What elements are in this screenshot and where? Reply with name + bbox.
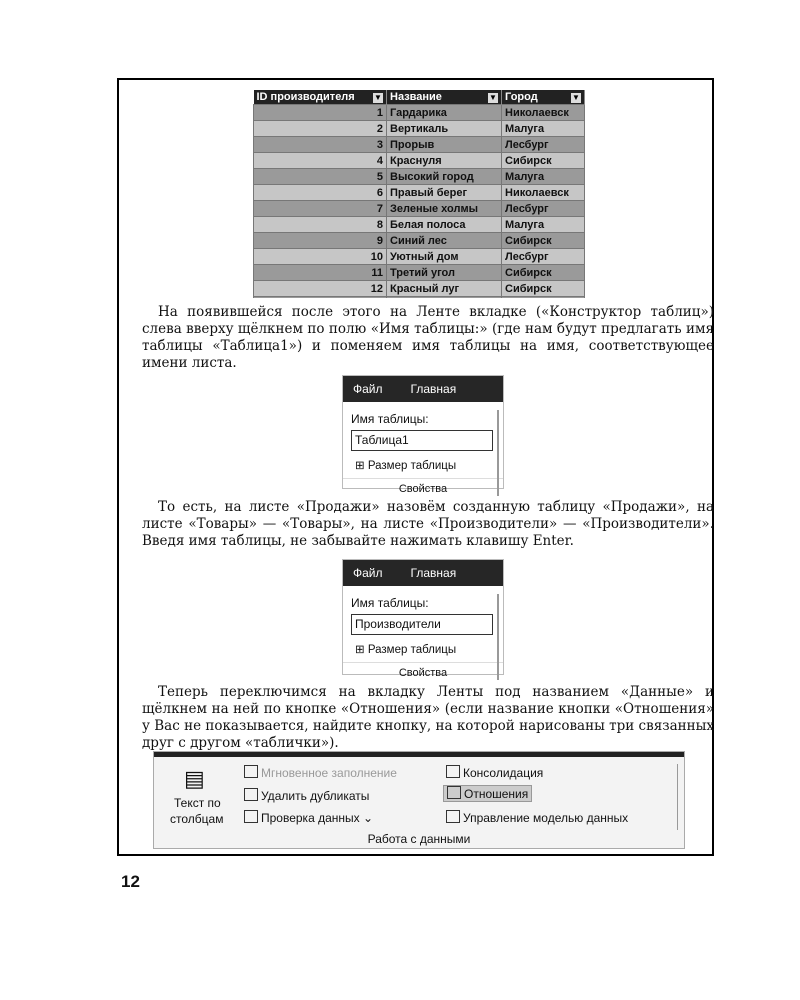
group-label: Работа с данными: [367, 832, 471, 846]
table-cell-id[interactable]: 11: [254, 265, 387, 281]
table-row[interactable]: [254, 297, 585, 299]
table-row[interactable]: [254, 185, 585, 201]
consolidate-button[interactable]: Консолидация: [446, 765, 543, 780]
table-row[interactable]: [254, 137, 585, 153]
ribbon-top-bar: [154, 752, 684, 757]
table-row[interactable]: [254, 265, 585, 281]
data-tools-ribbon: [153, 751, 685, 849]
resize-table-button[interactable]: ⊞ Размер таблицы: [355, 460, 457, 472]
table-cell-name[interactable]: Правый берег: [387, 185, 502, 201]
table-cell-name[interactable]: Краснуля: [387, 153, 502, 169]
tab-home[interactable]: Главная: [410, 566, 457, 580]
flash-fill-button[interactable]: Мгновенное заполнение: [244, 765, 397, 780]
table-cell-id[interactable]: 4: [254, 153, 387, 169]
table-cell-city[interactable]: [502, 297, 585, 299]
divider: [497, 594, 499, 680]
table-cell-name[interactable]: Вертикаль: [387, 121, 502, 137]
resize-table-button[interactable]: ⊞ Размер таблицы: [355, 644, 457, 656]
table-cell-id[interactable]: 3: [254, 137, 387, 153]
data-model-button[interactable]: Управление моделью данных: [446, 810, 628, 825]
table-cell-city[interactable]: Николаевск: [502, 185, 585, 201]
table-cell-id[interactable]: 6: [254, 185, 387, 201]
paragraph-1: На появившейся после этого на Ленте вкладке («Конструктор таблиц») слева вверху щёлкнем по полю «Имя таблицы:» (где нам будут предлагать имя таблицы «Таблица1») и поменяем имя таблицы на имя, соответствующее имени листа.: [142, 304, 714, 371]
table-cell-city[interactable]: Малуга: [502, 121, 585, 137]
resize-table-icon: ⊞: [355, 460, 365, 472]
table-row[interactable]: [254, 121, 585, 137]
table-cell-city[interactable]: Малуга: [502, 169, 585, 185]
text-to-columns-icon: ▤: [184, 766, 205, 791]
data-validation-icon: [244, 810, 258, 823]
table-cell-city[interactable]: Сибирск: [502, 281, 585, 297]
divider: [677, 764, 678, 830]
table-cell-id[interactable]: 9: [254, 233, 387, 249]
consolidate-icon: [446, 765, 460, 778]
table-cell-name[interactable]: Гардарика: [387, 105, 502, 121]
table-cell-city[interactable]: Николаевск: [502, 105, 585, 121]
table-row[interactable]: [254, 233, 585, 249]
tab-file[interactable]: Файл: [353, 566, 383, 580]
table-cell-id[interactable]: 8: [254, 217, 387, 233]
table-cell-id[interactable]: 1: [254, 105, 387, 121]
ribbon-tabs: [343, 376, 503, 402]
table-cell-city[interactable]: Лесбург: [502, 249, 585, 265]
chevron-down-icon[interactable]: ⌄: [362, 811, 374, 825]
manufacturers-table: [253, 90, 585, 298]
table-cell-name[interactable]: Зеленые холмы: [387, 201, 502, 217]
data-validation-button[interactable]: Проверка данных ⌄: [244, 810, 373, 825]
table-row[interactable]: [254, 201, 585, 217]
table-cell-name[interactable]: Третий угол: [387, 265, 502, 281]
divider: [497, 410, 499, 496]
flash-fill-icon: [244, 765, 258, 778]
filter-dropdown-icon[interactable]: ▼: [374, 93, 382, 102]
table-cell-id[interactable]: 5: [254, 169, 387, 185]
table-cell-city[interactable]: Сибирск: [502, 265, 585, 281]
table-cell-city[interactable]: Сибирск: [502, 233, 585, 249]
table-row[interactable]: [254, 281, 585, 297]
data-model-icon: [446, 810, 460, 823]
group-label: Свойства: [343, 478, 503, 499]
table-cell-name[interactable]: Синий лес: [387, 233, 502, 249]
table-cell-city[interactable]: Сибирск: [502, 153, 585, 169]
table-name-label: Имя таблицы:: [351, 412, 429, 426]
table-cell-name[interactable]: Уютный дом: [387, 249, 502, 265]
table-name-label: Имя таблицы:: [351, 596, 429, 610]
ribbon-tabs: [343, 560, 503, 586]
remove-duplicates-button[interactable]: Удалить дубликаты: [244, 788, 369, 803]
table-cell-name[interactable]: Белая полоса: [387, 217, 502, 233]
table-row[interactable]: [254, 153, 585, 169]
table-cell-city[interactable]: Лесбург: [502, 201, 585, 217]
table-cell-id[interactable]: 10: [254, 249, 387, 265]
table-row[interactable]: [254, 249, 585, 265]
text-to-columns-label-2: столбцам: [170, 812, 224, 826]
paragraph-2: То есть, на листе «Продажи» назовём созданную таблицу «Продажи», на листе «Товары» — «Товары», на листе «Производители» — «Производители». Введя имя таблицы, не забывайте нажимать клавишу Enter.: [142, 499, 714, 549]
table-row[interactable]: [254, 217, 585, 233]
table-design-ribbon-1: [342, 375, 504, 495]
table-name-input[interactable]: Производители: [351, 614, 493, 635]
table-design-ribbon-2: [342, 559, 504, 679]
column-header-name[interactable]: Название ▼: [387, 90, 502, 105]
table-row[interactable]: [254, 105, 585, 121]
table-cell-id[interactable]: 2: [254, 121, 387, 137]
filter-dropdown-icon[interactable]: ▼: [572, 93, 580, 102]
relationships-button[interactable]: Отношения: [443, 785, 532, 802]
table-cell-city[interactable]: Лесбург: [502, 137, 585, 153]
table-cell-id[interactable]: 7: [254, 201, 387, 217]
text-to-columns-button[interactable]: Текст по: [174, 796, 221, 810]
tab-home[interactable]: Главная: [410, 382, 457, 396]
column-header-id[interactable]: ID производителя ▼: [254, 90, 387, 105]
table-name-input[interactable]: Таблица1: [351, 430, 493, 451]
table-cell-name[interactable]: Высокий город: [387, 169, 502, 185]
filter-dropdown-icon[interactable]: ▼: [489, 93, 497, 102]
column-header-city[interactable]: Город ▼: [502, 90, 585, 105]
table-cell-name[interactable]: [387, 297, 502, 299]
resize-table-icon: ⊞: [355, 644, 365, 656]
table-cell-name[interactable]: Красный луг: [387, 281, 502, 297]
group-label: Свойства: [343, 662, 503, 683]
remove-duplicates-icon: [244, 788, 258, 801]
paragraph-3: Теперь переключимся на вкладку Ленты под названием «Данные» и щёлкнем на ней по кнопке «Отношения» (если название кнопки «Отношения» у Вас не показывается, найдите кнопку, на которой нарисованы три связанных друг с другом «таблички»).: [142, 684, 714, 751]
table-cell-id[interactable]: 12: [254, 281, 387, 297]
table-row[interactable]: [254, 169, 585, 185]
tab-file[interactable]: Файл: [353, 382, 383, 396]
relationships-icon: [447, 786, 461, 799]
table-cell-name[interactable]: Прорыв: [387, 137, 502, 153]
table-cell-city[interactable]: Малуга: [502, 217, 585, 233]
table-cell-id[interactable]: [254, 297, 387, 299]
page-number: 12: [121, 872, 140, 891]
